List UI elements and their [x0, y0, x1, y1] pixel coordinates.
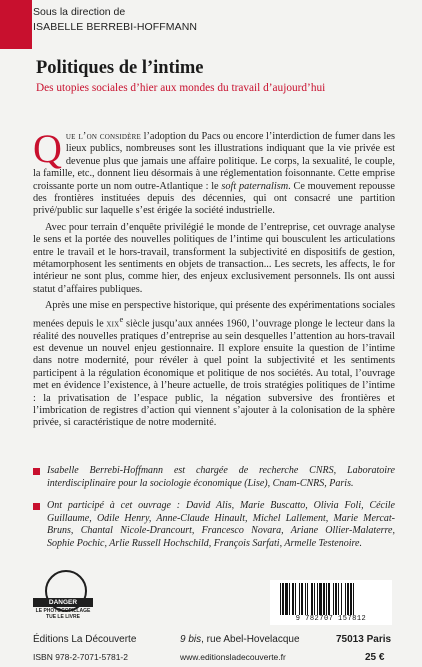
paragraph-3-start: Après une mise en perspective historique, qui présente des expérimentations sociales menées depuis le	[33, 300, 395, 330]
barcode-icon	[280, 583, 382, 615]
isbn: ISBN 978-2-7071-5781-2	[33, 652, 128, 662]
red-square-bullet-icon	[33, 503, 40, 510]
barcode-box	[270, 580, 392, 625]
danger-label: DANGER	[33, 598, 93, 607]
opening-smallcaps: ue l’on considère	[65, 131, 141, 142]
photocopillage-logo	[33, 570, 93, 625]
paragraph-3-rest: siècle jusqu’aux années 1960, l’ouvrage plonge le lecteur dans la réalité des nouvelles pratiques d’entreprise au sein desquelles l’attention au hors-travail est devenue un nouvel enjeu gestionnaire. Il explore ensuite la question de l’intime dans notre modernité, pour révéler à quel point la subjectivité et les sentiments participent à la régulation économique et politique de nos sociétés. Au total, l’ouvrage met en évidence l’existence, à l’heure actuelle, de trois stratégies politiques de l’intime : la privatisation de l’espace public, la négation subversive des frontières et l’imbrication de registres d’action qui viennent s’ajouter à la colonisation de la sphère privée, si caractéristique de notre modernité.	[33, 318, 395, 429]
century-superscript: e	[119, 313, 124, 324]
blurb-paragraph-3	[33, 300, 395, 429]
drop-cap: Q	[33, 126, 62, 171]
publisher-city: 75013 Paris	[336, 634, 392, 645]
notes	[33, 465, 395, 550]
red-square-bullet-icon	[33, 468, 40, 475]
paragraph-1-end: . Ce mouvement repousse des frontières instituées depuis des décennies, qui ont consacré une partition privé/public sur laquelle s’est érigée la société industrielle.	[33, 180, 396, 217]
publisher-address	[180, 634, 300, 645]
address-street: , rue Abel-Hovelacque	[201, 634, 300, 645]
blurb	[33, 126, 396, 430]
blurb-paragraph-2: Avec pour terrain d’enquête privilégié le monde de l’entreprise, cet ouvrage analyse le sens et la portée des nouvelles politiques de l’intime qui bousculent les articulations entre le travail et le hors-travail, transforment la subjectivité en dispositifs de gestion, métamorphosent les sentiments en objets de transaction... Les secrets, les affects, le for intérieur ne sont plus, comme hier, des enjeux exclusivement personnels. Ils ont aussi statut d’affaires publiques.	[33, 221, 395, 295]
direction-line: Sous la direction de	[33, 6, 126, 18]
red-accent-bar	[0, 0, 32, 49]
publisher-name: Éditions La Découverte	[33, 634, 137, 645]
barcode-number: 9 782707 157812	[295, 615, 367, 623]
paragraph-1-text: l’adoption du Pacs ou encore l’interdiction de fumer dans les lieux publics, nombreuses sont les illustrations indiquant que la vie privée est devenue plus que jamais une affaire politique. Le corps, la sexualité, le couple, la famille, etc., donnent lieu désormais à une réglementation foisonnante. Cette emprise croissante porte un nom outre-Atlantique : le	[33, 131, 395, 192]
price: 25 €	[365, 652, 385, 663]
author-note-text: Isabelle Berrebi-Hoffmann est chargée de recherche CNRS, Laboratoire interdisciplinaire pour la sociologie économique (Lise), Cnam-CNRS, Paris.	[47, 465, 395, 489]
editor-name: ISABELLE BERREBI-HOFFMANN	[33, 20, 198, 33]
contributors-note-text: Ont participé à cet ouvrage : David Alis, Marie Buscatto, Olivia Foli, Cécile Guillaume, Odile Henry, Anne-Claude Hinault, Michel Lallement, Marie Mercat-Bruns, Chantal Nicole-Drancourt, Francesco Novara, Ariane Ollier-Malaterre, Sophie Pochic, Arlie Russell Hochschild, François Sarfati, Armelle Testenoire.	[47, 500, 395, 549]
book-subtitle: Des utopies sociales d’hier aux mondes du travail d’aujourd’hui	[36, 82, 326, 94]
soft-paternalism-term: soft paternalism	[221, 180, 289, 192]
photocopillage-label: LE PHOTOCOPILLAGE TUE LE LIVRE	[35, 608, 91, 620]
century-numeral: xix	[106, 318, 120, 330]
website: www.editionsladecouverte.fr	[180, 652, 286, 662]
header	[33, 5, 197, 34]
author-note	[33, 465, 395, 490]
address-bis: 9 bis	[180, 634, 202, 645]
contributors-note	[33, 500, 395, 550]
book-title: Politiques de l’intime	[36, 58, 204, 78]
blurb-paragraph-1	[33, 126, 396, 218]
